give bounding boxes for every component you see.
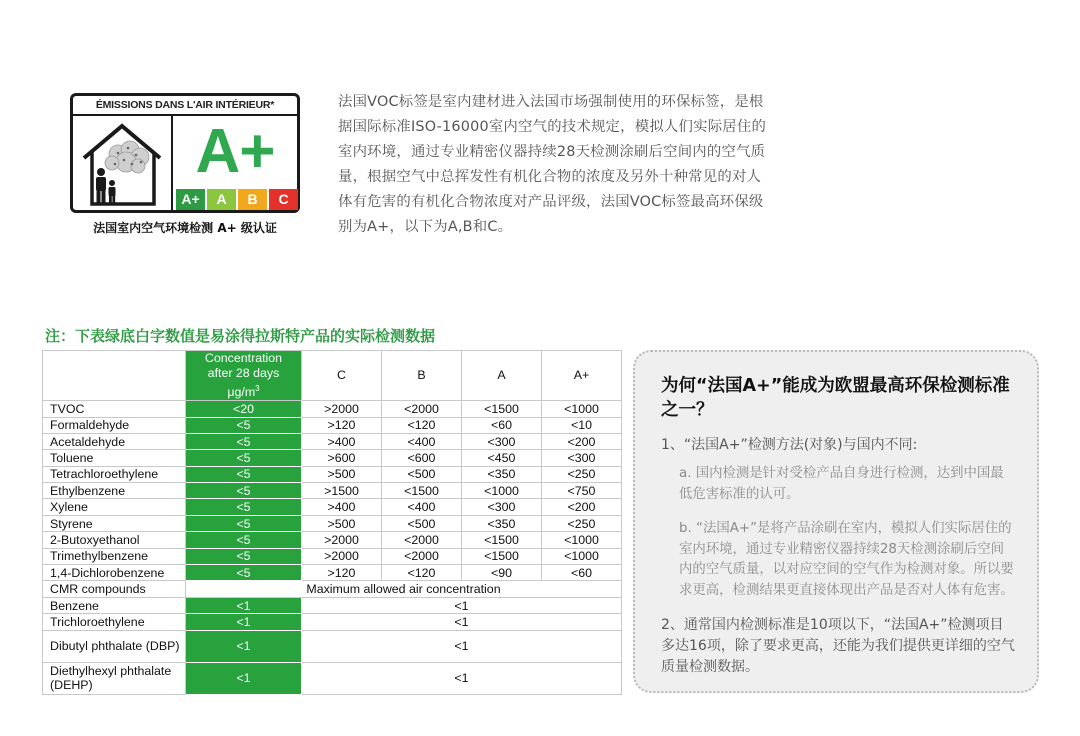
measured-value: <5	[186, 548, 302, 564]
label-grade: A+	[195, 117, 275, 186]
limit-b: <500	[382, 466, 462, 482]
limit-c: >400	[302, 499, 382, 515]
limit-b: <2000	[382, 532, 462, 548]
limit-c: >2000	[302, 548, 382, 564]
header-b: B	[382, 351, 462, 401]
limit-c: >600	[302, 450, 382, 466]
header-c: C	[302, 351, 382, 401]
measured-value: <20	[186, 401, 302, 417]
scale-b: B	[238, 189, 267, 210]
limit-aplus: <750	[542, 483, 622, 499]
limit-a: <60	[462, 417, 542, 433]
limit-b: <400	[382, 433, 462, 449]
measured-value: <5	[186, 499, 302, 515]
limit-b: <400	[382, 499, 462, 515]
voc-label-logo	[70, 93, 300, 236]
table-row	[43, 450, 622, 466]
limit-c: >120	[302, 417, 382, 433]
table-row	[43, 565, 622, 581]
compound-name: Trimethylbenzene	[43, 548, 186, 564]
cmr-compound-name: Dibutyl phthalate (DBP)	[43, 630, 186, 662]
voc-emission-table	[42, 350, 622, 695]
limit-c: >500	[302, 466, 382, 482]
table-row	[43, 433, 622, 449]
limit-c: >400	[302, 433, 382, 449]
house-family-icon	[78, 120, 166, 208]
limit-c: >2000	[302, 532, 382, 548]
limit-a: <300	[462, 433, 542, 449]
header-a: A	[462, 351, 542, 401]
compound-name: 1,4-Dichlorobenzene	[43, 565, 186, 581]
table-row	[43, 401, 622, 417]
intro-paragraph: 法国VOC标签是室内建材进入法国市场强制使用的环保标签，是根据国际标准ISO-16000室内空气的技术规定，模拟人们实际居住的室内环境，通过专业精密仪器持续28天检测涂刷后空间内的空气质量，根据空气中总挥发性有机化合物的浓度及另外十种常见的对人体有危害的有机化合物浓度对产品评级，法国VOC标签最高环保级别为A+，以下为A,B和C。	[338, 94, 767, 235]
cmr-row	[43, 662, 622, 694]
cmr-max-value: <1	[302, 662, 622, 694]
compound-name: Styrene	[43, 515, 186, 531]
limit-aplus: <200	[542, 433, 622, 449]
scale-aplus: A+	[176, 189, 205, 210]
limit-a: <1500	[462, 401, 542, 417]
why-point-1a: a. 国内检测是针对受检产品自身进行检测，达到中国最低危害标准的认可。	[679, 466, 1004, 502]
limit-aplus: <10	[542, 417, 622, 433]
limit-a: <90	[462, 565, 542, 581]
cmr-measured-value: <1	[186, 597, 302, 613]
compound-name: Toluene	[43, 450, 186, 466]
cmr-heading: Maximum allowed air concentration	[186, 581, 622, 597]
table-row	[43, 548, 622, 564]
measured-value: <5	[186, 565, 302, 581]
limit-aplus: <1000	[542, 532, 622, 548]
limit-aplus: <1000	[542, 548, 622, 564]
cmr-max-value: <1	[302, 597, 622, 613]
scale-a: A	[207, 189, 236, 210]
header-aplus: A+	[542, 351, 622, 401]
measured-value: <5	[186, 532, 302, 548]
header-blank	[43, 351, 186, 401]
limit-a: <450	[462, 450, 542, 466]
limit-c: >500	[302, 515, 382, 531]
limit-aplus: <1000	[542, 401, 622, 417]
compound-name: Ethylbenzene	[43, 483, 186, 499]
limit-aplus: <300	[542, 450, 622, 466]
limit-b: <600	[382, 450, 462, 466]
limit-b: <120	[382, 565, 462, 581]
why-title: 为何“法国A+”能成为欧盟最高环保检测标准之一？	[661, 376, 1010, 420]
limit-a: <350	[462, 466, 542, 482]
limit-aplus: <60	[542, 565, 622, 581]
label-scale	[176, 189, 298, 210]
limit-b: <500	[382, 515, 462, 531]
limit-aplus: <200	[542, 499, 622, 515]
table-row	[43, 483, 622, 499]
limit-a: <1500	[462, 532, 542, 548]
cmr-heading-row	[43, 581, 622, 597]
measured-value: <5	[186, 466, 302, 482]
cmr-max-value: <1	[302, 614, 622, 630]
compound-name: Formaldehyde	[43, 417, 186, 433]
limit-c: >1500	[302, 483, 382, 499]
cmr-measured-value: <1	[186, 614, 302, 630]
scale-c: C	[269, 189, 298, 210]
measured-value: <5	[186, 433, 302, 449]
limit-a: <300	[462, 499, 542, 515]
table-row	[43, 417, 622, 433]
table-note: 注：下表绿底白字数值是易涂得拉斯特产品的实际检测数据	[45, 327, 436, 345]
measured-value: <5	[186, 417, 302, 433]
table-row	[43, 466, 622, 482]
why-point-1: 1、“法国A+”检测方法(对象)与国内不同:	[661, 437, 918, 453]
compound-name: 2-Butoxyethanol	[43, 532, 186, 548]
table-row	[43, 532, 622, 548]
table-row	[43, 499, 622, 515]
limit-c: >120	[302, 565, 382, 581]
measured-value: <5	[186, 483, 302, 499]
limit-b: <1500	[382, 483, 462, 499]
cmr-row	[43, 597, 622, 613]
limit-aplus: <250	[542, 466, 622, 482]
cmr-row	[43, 614, 622, 630]
compound-name: Tetrachloroethylene	[43, 466, 186, 482]
limit-b: <2000	[382, 548, 462, 564]
compound-name: TVOC	[43, 401, 186, 417]
table-header-row	[43, 351, 622, 401]
limit-a: <1000	[462, 483, 542, 499]
limit-b: <120	[382, 417, 462, 433]
header-concentration: Concentration after 28 days $\mu g/m^3$	[186, 351, 302, 401]
cmr-label: CMR compounds	[43, 581, 186, 597]
cmr-compound-name: Diethylhexyl phthalate (DEHP)	[43, 662, 186, 694]
limit-b: <2000	[382, 401, 462, 417]
cmr-compound-name: Trichloroethylene	[43, 614, 186, 630]
cmr-row	[43, 630, 622, 662]
label-caption: 法国室内空气环境检测 A+ 级认证	[93, 221, 277, 235]
table-body	[43, 401, 622, 694]
limit-c: >2000	[302, 401, 382, 417]
limit-a: <1500	[462, 548, 542, 564]
measured-value: <5	[186, 515, 302, 531]
cmr-measured-value: <1	[186, 662, 302, 694]
why-point-2: 2、通常国内检测标准是10项以下，“法国A+”检测项目多达16项，除了要求更高，还能为我们提供更详细的空气质量检测数据。	[661, 617, 1015, 675]
limit-aplus: <250	[542, 515, 622, 531]
why-aplus-box	[633, 350, 1039, 693]
label-header: ÉMISSIONS DANS L'AIR INTÉRIEUR*	[73, 96, 297, 116]
cmr-compound-name: Benzene	[43, 597, 186, 613]
cmr-max-value: <1	[302, 630, 622, 662]
limit-a: <350	[462, 515, 542, 531]
cmr-measured-value: <1	[186, 630, 302, 662]
compound-name: Acetaldehyde	[43, 433, 186, 449]
why-point-1b: b. “法国A+”是将产品涂刷在室内，模拟人们实际居住的室内环境，通过专业精密仪器持续28天检测涂刷后空间内的空气质量，以对应空间的空气作为检测对象。所以要求更高，检测结果更直接体现出产品是否对人体有危害。	[679, 521, 1014, 598]
compound-name: Xylene	[43, 499, 186, 515]
measured-value: <5	[186, 450, 302, 466]
label-frame	[70, 93, 300, 213]
table-row	[43, 515, 622, 531]
